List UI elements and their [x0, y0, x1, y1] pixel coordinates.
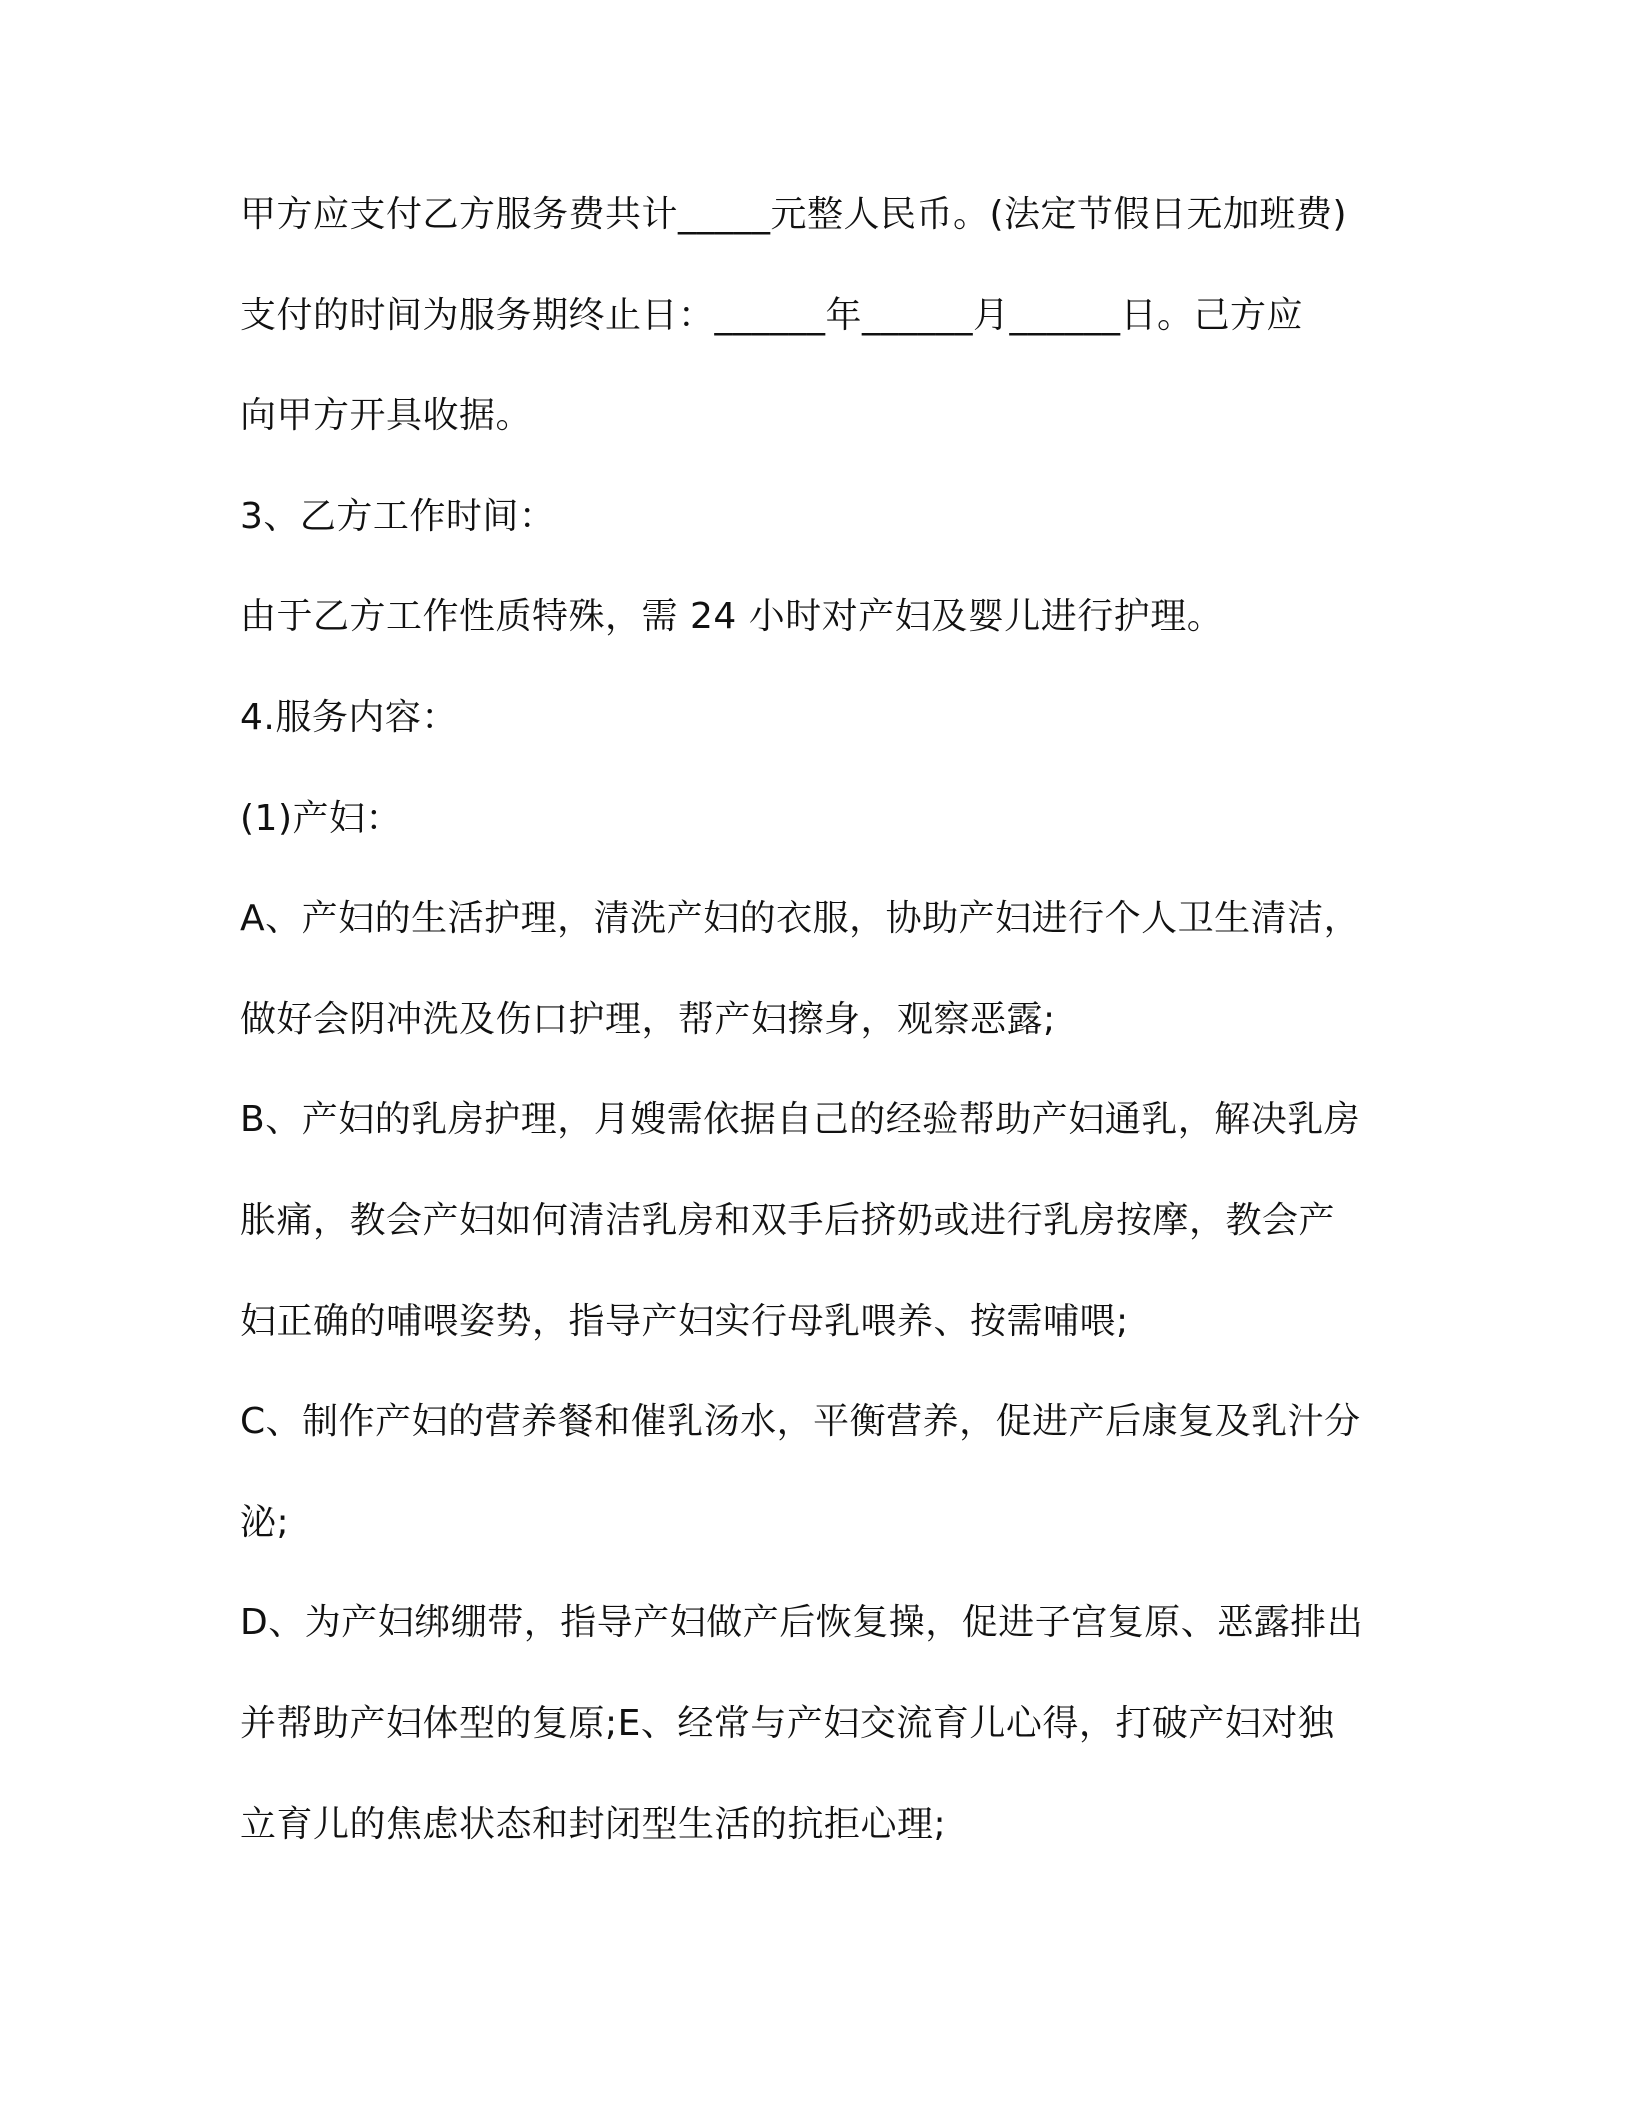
payment-date-line: 支付的时间为服务期终止日：______年______月______日。己方应: [240, 294, 1304, 336]
item-c-line-2: 泌;: [240, 1501, 290, 1543]
mother-subheading: (1)产妇：: [240, 797, 402, 839]
payment-fee-line: 甲方应支付乙方服务费共计_____元整人民币。(法定节假日无加班费): [240, 194, 1348, 235]
receipt-line: 向甲方开具收据。: [240, 395, 533, 437]
work-hours-text: 由于乙方工作性质特殊，需 24 小时对产妇及婴儿进行护理。: [240, 596, 1224, 638]
work-hours-heading: 3、乙方工作时间：: [240, 495, 556, 537]
item-b-line-1: B、产妇的乳房护理，月嫂需依据自己的经验帮助产妇通乳，解决乳房: [240, 1099, 1361, 1141]
item-d-line-1: D、为产妇绑绷带，指导产妇做产后恢复操，促进子宫复原、恶露排出: [240, 1602, 1364, 1644]
item-b-line-2: 胀痛，教会产妇如何清洁乳房和双手后挤奶或进行乳房按摩，教会产: [240, 1199, 1336, 1241]
item-b-line-3: 妇正确的哺喂姿势，指导产妇实行母乳喂养、按需哺喂;: [240, 1300, 1129, 1342]
document-body: [240, 185, 1400, 1895]
item-d-e-line-2: 并帮助产妇体型的复原;E、经常与产妇交流育儿心得，打破产妇对独: [240, 1702, 1335, 1744]
item-e-line-3: 立育儿的焦虑状态和封闭型生活的抗拒心理;: [240, 1803, 947, 1845]
service-content-heading: 4.服务内容：: [240, 696, 458, 738]
item-c-line-1: C、制作产妇的营养餐和催乳汤水，平衡营养，促进产后康复及乳汁分: [240, 1401, 1361, 1443]
item-a-line-1: A、产妇的生活护理，清洗产妇的衣服，协助产妇进行个人卫生清洁，: [240, 898, 1361, 940]
item-a-line-2: 做好会阴冲洗及伤口护理，帮产妇擦身，观察恶露;: [240, 998, 1056, 1040]
